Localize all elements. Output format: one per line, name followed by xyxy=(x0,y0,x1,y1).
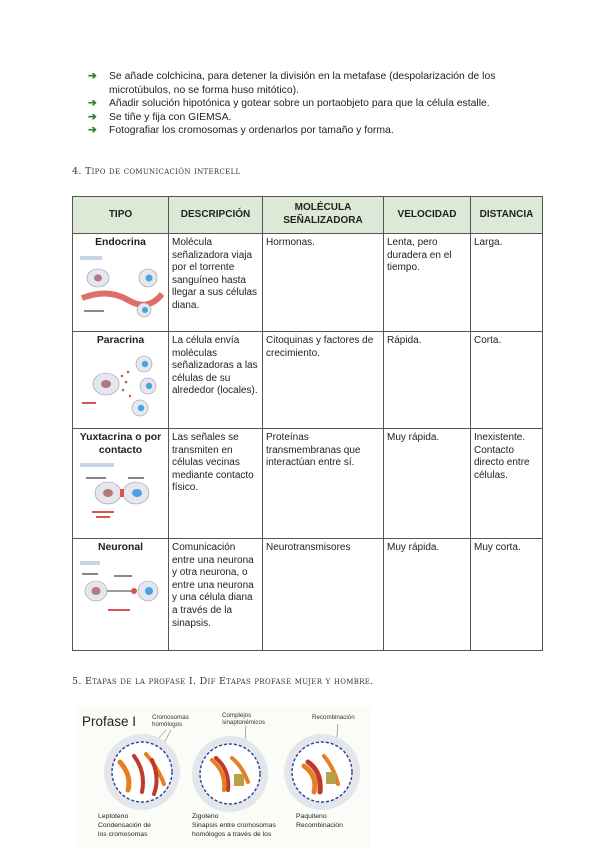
cell-tipo: Neuronal xyxy=(73,539,169,651)
arrow-icon: ➔ xyxy=(88,71,97,82)
table-header-row xyxy=(73,197,543,234)
cell-descripcion: Molécula señalizadora viaja por el torrente sanguíneo hasta llegar a sus células diana. xyxy=(169,234,263,332)
communication-table xyxy=(72,196,543,651)
table-row xyxy=(73,429,543,539)
cell-velocidad: Muy rápida. xyxy=(384,539,471,651)
cell-descripcion: Las señales se transmiten en células vecinas mediante contacto físico. xyxy=(169,429,263,539)
cell-velocidad: Rápida. xyxy=(384,332,471,429)
table-row xyxy=(73,332,543,429)
cell-distancia: Corta. xyxy=(471,332,543,429)
header-descripcion: DESCRIPCIÓN xyxy=(169,197,263,234)
cell-molecula: Citoquinas y factores de crecimiento. xyxy=(263,332,384,429)
cell-distancia: Larga. xyxy=(471,234,543,332)
cell-velocidad: Muy rápida. xyxy=(384,429,471,539)
arrow-icon: ➔ xyxy=(88,98,97,110)
list-item: ➔ Se añade colchicina, para detener la división en la metafase (despolarización de los microtúbulos, no se forma huso mitótico). xyxy=(88,71,496,96)
list-item: ➔ Fotografiar los cromosomas y ordenarlos por tamaño y forma. xyxy=(88,125,394,137)
label-cromosomas: Cromosomas homólogos xyxy=(152,714,189,729)
cell-tipo: Yuxtacrina o por contacto xyxy=(73,429,169,539)
stage-paquiteno: Paquiteno Recombinación xyxy=(296,813,343,829)
cell-descripcion: Comunicación entre una neurona y otra neurona, o entre una neurona y una célula diana a través de la sinapsis. xyxy=(169,539,263,651)
cell-descripcion: La célula envía moléculas señalizadoras a las células de su alrededor (locales). xyxy=(169,332,263,429)
cell-tipo: Endocrina xyxy=(73,234,169,332)
stage-leptoteno: Leptoteno Condensación de los cromosomas xyxy=(98,813,151,838)
arrow-icon: ➔ xyxy=(88,111,97,123)
paracrine-diagram-icon xyxy=(78,352,164,418)
cell-velocidad: Lenta, pero duradera en el tiempo. xyxy=(384,234,471,332)
header-tipo: TIPO xyxy=(73,197,169,234)
juxtacrine-diagram-icon xyxy=(78,461,164,527)
section-4-heading: 4. Tipo de comunicación intercell xyxy=(72,166,241,177)
stage-zigoteno: Zigoteno Sinapsis entre cromosomas homólogos a través de los xyxy=(192,813,276,838)
label-complejos: Complejos sinaptonémicos xyxy=(222,712,265,727)
cell-distancia: Inexistente. Contacto directo entre células. xyxy=(471,429,543,539)
endocrine-diagram-icon xyxy=(78,254,164,320)
profase-figure xyxy=(76,706,370,848)
cell-molecula: Proteínas transmembranas que interactúan entre sí. xyxy=(263,429,384,539)
list-item: ➔ Se tiñe y fija con GIEMSA. xyxy=(88,111,232,123)
profase-title: Profase I xyxy=(82,714,137,729)
cell-distancia: Muy corta. xyxy=(471,539,543,651)
header-velocidad: VELOCIDAD xyxy=(384,197,471,234)
neuronal-diagram-icon xyxy=(78,559,164,625)
cell-molecula: Neurotransmisores xyxy=(263,539,384,651)
table-row xyxy=(73,234,543,332)
cell-tipo: Paracrina xyxy=(73,332,169,429)
list-item: ➔ Añadir solución hipotónica y gotear sobre un portaobjeto para que la célula estalle. xyxy=(88,98,490,110)
label-recombinacion: Recombinación xyxy=(312,714,355,721)
header-molecula: MOLÉCULA SEÑALIZADORA xyxy=(263,197,384,234)
table-row xyxy=(73,539,543,651)
cell-molecula: Hormonas. xyxy=(263,234,384,332)
header-distancia: DISTANCIA xyxy=(471,197,543,234)
section-5-heading: 5. Etapas de la profase I. Dif Etapas profase mujer y hombre. xyxy=(72,676,374,687)
procedure-list xyxy=(88,70,548,138)
arrow-icon: ➔ xyxy=(88,125,97,137)
